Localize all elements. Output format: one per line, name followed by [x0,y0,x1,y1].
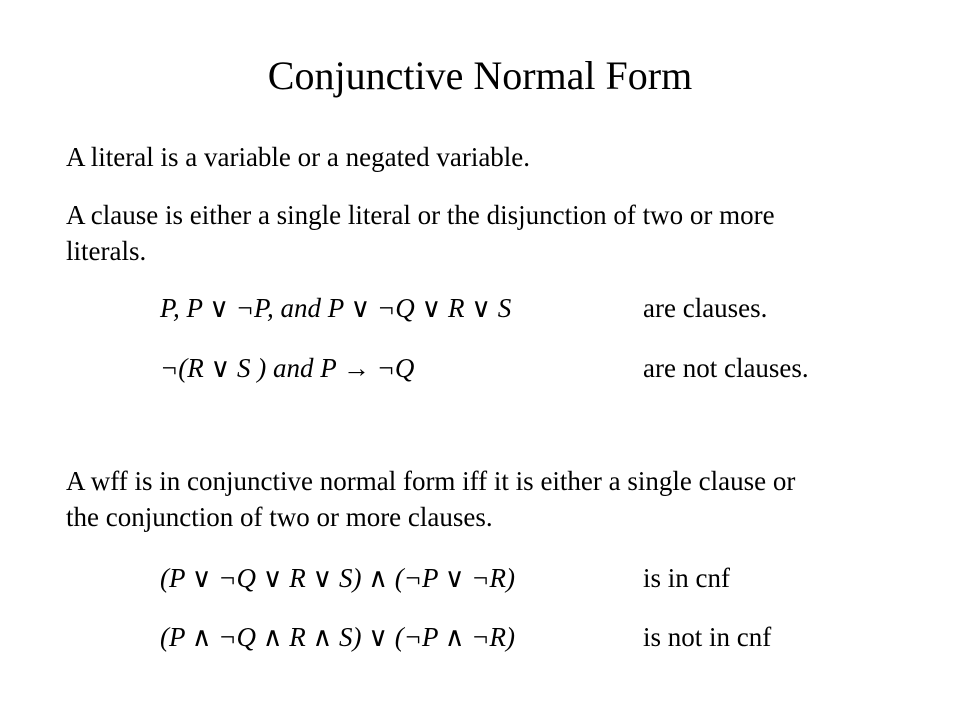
literal-definition: A literal is a variable or a negated variable. [66,142,531,172]
non-cnf-example-note: is not in cnf [643,622,772,652]
non-clause-example-formula: ¬(R ∨ S ) and P → ¬Q [160,353,415,383]
cnf-definition: A wff is in conjunctive normal form iff it is either a single clause or the conjunction of two or more clauses. [66,466,796,532]
clause-example-formula: P, P ∨ ¬P, and P ∨ ¬Q ∨ R ∨ S [160,293,512,323]
clause-example-note: are clauses. [643,293,768,323]
slide-title: Conjunctive Normal Form [267,53,693,98]
non-cnf-example-formula: (P ∧ ¬Q ∧ R ∧ S) ∨ (¬P ∧ ¬R) [160,622,515,652]
non-clause-example-note: are not clauses. [643,353,809,383]
cnf-example-formula: (P ∨ ¬Q ∨ R ∨ S) ∧ (¬P ∨ ¬R) [160,563,515,593]
cnf-example-note: is in cnf [643,563,730,593]
clause-definition: A clause is either a single literal or the disjunction of two or more literals. [66,200,775,266]
